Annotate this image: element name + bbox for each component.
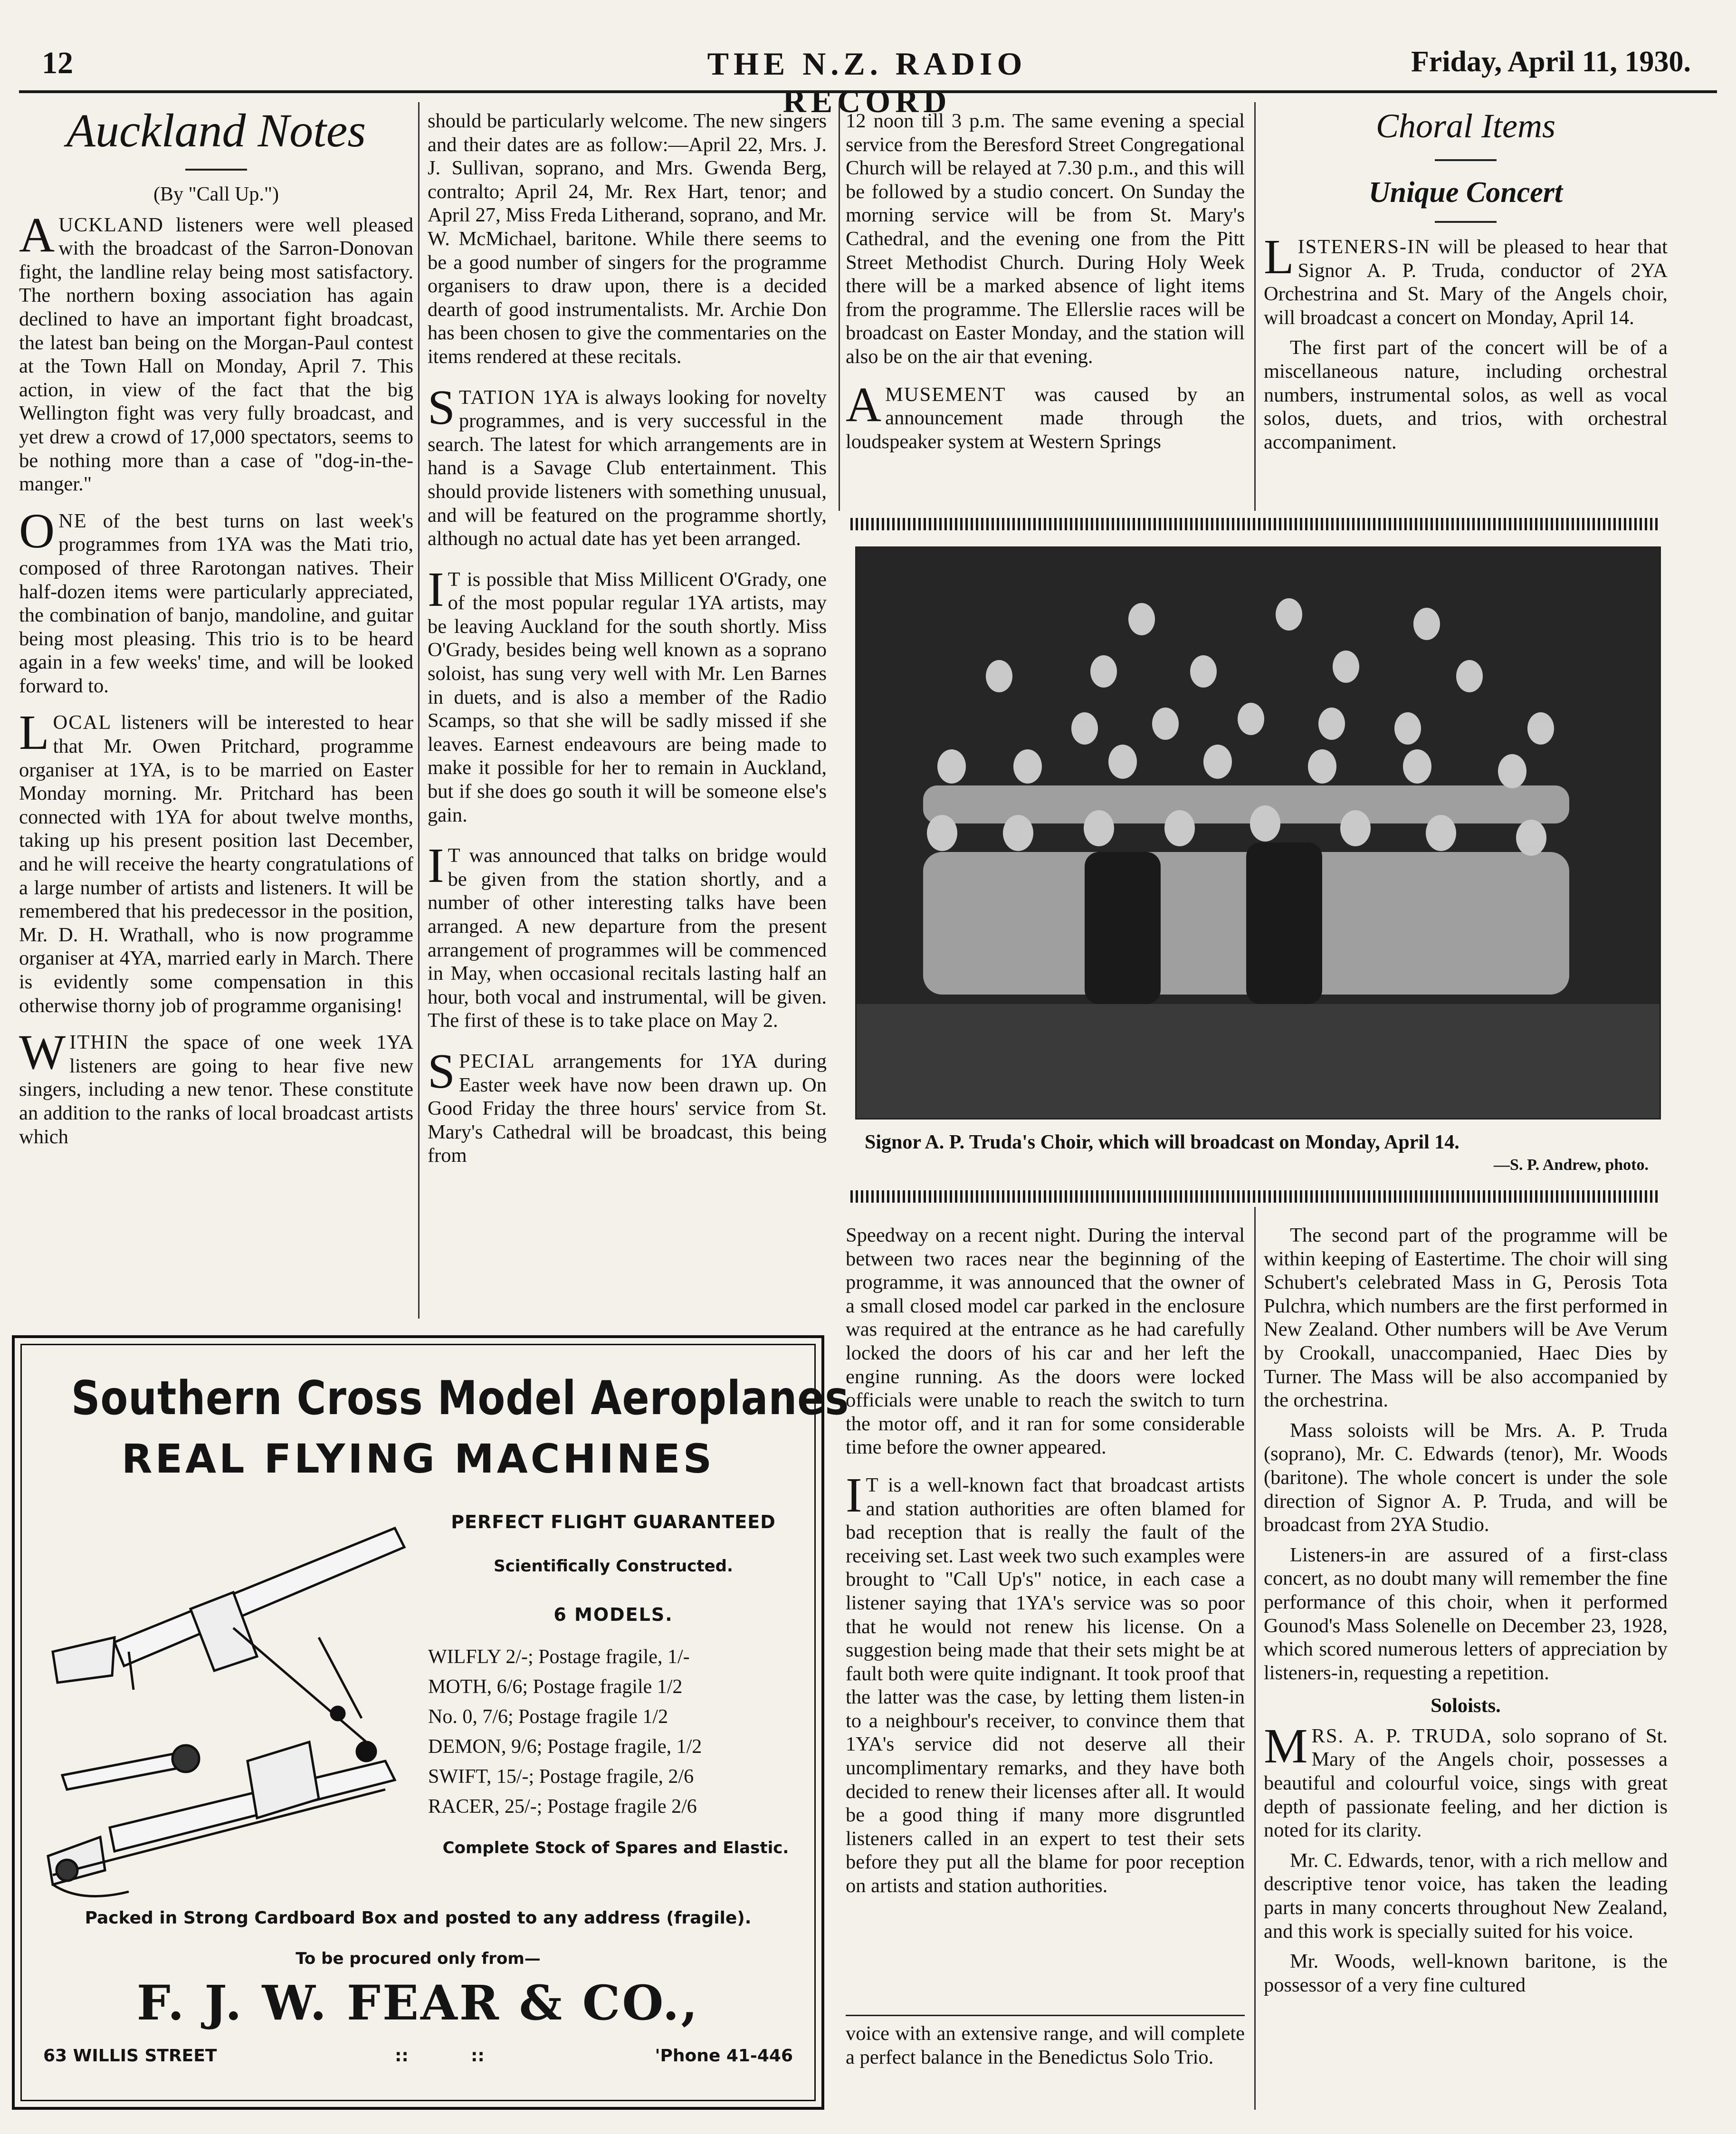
drop-cap: S: [428, 1043, 455, 1099]
issue-date: Friday, April 11, 1930.: [1411, 46, 1691, 78]
choral-para-7: Mr. C. Edwards, tenor, with a rich mellow and descriptive tenor voice, has taken the leading parts in many concerts throughout New Zealand, and this work is specially suited for his voice.: [1264, 1849, 1668, 1943]
ad-model-item: SWIFT, 15/-; Postage fragile, 2/6: [428, 1766, 694, 1788]
col2-para-5: SPECIAL arrangements for 1YA during Easter week have now been drawn up. On Good Friday the three hours' service from St. Mary's Cathedral will be broadcast, this being from: [428, 1043, 827, 1167]
choir-photo: [855, 546, 1661, 1120]
heading-rule: [185, 169, 247, 171]
aeroplane-illustration-2: [48, 1742, 395, 1896]
photo-credit: —S. P. Andrew, photo.: [1494, 1156, 1649, 1174]
auckland-para-1: AUCKLAND listeners were well pleased with the broadcast of the Sarron-Donovan fight, the landline relay being most satisfactory. The northern boxing association has again declined to have an important fight broadcast, the latest ban being on the Morgan-Paul contest at the Town Hall on Monday, April 7. This action, in view of the fact that the big Wellington fight was very fully broadcast, and yet drew a crowd of 17,000 spectators, seems to be nothing more than a case of "dog-in-the-manger.": [19, 207, 413, 496]
auckland-notes-column-3: [846, 109, 1245, 460]
choral-para-8: Mr. Woods, well-known baritone, is the possessor of a very fine cultured: [1264, 1950, 1668, 1996]
header-rule: [19, 90, 1717, 93]
ad-separator: ::: [395, 2046, 409, 2066]
col3-para-2: AMUSEMENT was caused by an announcement made through the loudspeaker system at Western Springs: [846, 377, 1245, 453]
ad-subtitle: REAL FLYING MACHINES: [121, 1435, 715, 1482]
dotted-border-top: [850, 518, 1658, 530]
column-rule: [418, 102, 420, 1319]
model-aeroplane-illustrations: [34, 1495, 423, 1908]
auckland-para-4: WITHIN the space of one week 1YA listeners are going to hear five new singers, including a new tenor. These constitute an addition to the ranks of local broadcast artists which: [19, 1025, 413, 1148]
column-rule: [1254, 1207, 1256, 2110]
choral-para-3: The second part of the programme will be within keeping of Eastertime. The choir will sing Schubert's celebrated Mass in G, Perosis Tota Pulchra, which numbers are the first performed in New Zealand. Other numbers will be Ave Verum by Crookall, unaccompanied, Haec Dies by Turner. The Mass will be also accompanied by the orchestrina.: [1264, 1224, 1668, 1412]
col3-para-3: Speedway on a recent night. During the interval between two races near the beginning of the programme, it was announced that the owner of a small closed model car parked in the enclosure was required at the entrance as he had carefully locked the doors of his car and her left the engine running. As the doors were locked officials were unable to reach the switch to turn the motor off, and it ran for some considerable time before the owner appeared.: [846, 1224, 1245, 1459]
choral-para-5: Listeners-in are assured of a first-class concert, as no doubt many will remember the fine performance of this choir, when it performed Gounod's Mass Solenelle on December 23, 1928, which scored numerous letters of appreciation by listeners-in, requesting a repetition.: [1264, 1543, 1668, 1684]
drop-cap: A: [846, 377, 882, 432]
caption-text: Signor A. P. Truda's Choir, which will broadcast on Monday, April 14.: [865, 1131, 1459, 1153]
choral-items-column-continued: [1264, 1224, 1668, 2003]
drop-cap: I: [428, 562, 444, 617]
page-number: 12: [42, 46, 73, 80]
col2-para-2: STATION 1YA is always looking for novelty programmes, and is very successful in the search. The latest for which arrangements are in hand is a Savage Club entertainment. This should provide listeners with something unusual, and will be featured on the programme shortly, although no actual date has yet been arranged.: [428, 380, 827, 550]
auckland-para-2: ONE of the best turns on last week's programmes from 1YA was the Mati trio, composed of three Rarotongan natives. Their half-dozen items were particularly appreciated, the combination of banjo, mandoline, and guitar being most pleasing. This trio is to be heard again in a few weeks' time, and will be looked forward to.: [19, 503, 413, 697]
auckland-notes-column-2: [428, 109, 827, 1174]
ad-guarantee: PERFECT FLIGHT GUARANTEED: [451, 1512, 776, 1532]
ad-models-list: [428, 1642, 803, 1822]
choral-para-4: Mass soloists will be Mrs. A. P. Truda (soprano), Mr. C. Edwards (tenor), Mr. Woods (baritone). The whole concert is under the sole direction of Signor A. P. Truda, and will be broadcast from 2YA Studio.: [1264, 1419, 1668, 1536]
col3-para-5: voice with an extensive range, and will complete a perfect balance in the Benedictus Solo Trio.: [846, 2022, 1245, 2068]
choral-continued: [846, 2022, 1245, 2076]
heading-rule: [1435, 221, 1497, 223]
ad-model-item: WILFLY 2/-; Postage fragile, 1/-: [428, 1646, 690, 1668]
heading-rule: [1435, 159, 1497, 161]
col3-para-1: 12 noon till 3 p.m. The same evening a special service from the Beresford Street Congregational Church will be relayed at 7.30 p.m., and this will be followed by a studio concert. On Sunday the morning service will be from St. Mary's Cathedral, and the evening one from the Pitt Street Methodist Church. During Holy Week there will be a marked absence of light items from the programme. The Ellerslie races will be broadcast on Easter Monday, and the station will also be on the air that evening.: [846, 110, 1245, 368]
byline: (By "Call Up."): [153, 183, 279, 205]
dotted-border-bottom: [850, 1190, 1658, 1203]
unique-concert-subheading: Unique Concert: [1368, 176, 1563, 209]
ad-title: Southern Cross Model Aeroplanes: [71, 1371, 849, 1426]
ad-models-heading: 6 MODELS.: [553, 1604, 673, 1625]
ad-stock: Complete Stock of Spares and Elastic.: [442, 1838, 789, 1857]
ad-model-item: MOTH, 6/6; Postage fragile 1/2: [428, 1676, 683, 1698]
ad-packed: Packed in Strong Cardboard Box and posted to any address (fragile).: [85, 1908, 752, 1928]
choral-items-column: [1264, 102, 1668, 460]
col3-para-4: I T is a well-known fact that broadcast artists and station authorities are often blamed for bad reception that is really the fault of the receiving set. Last week two such examples were brought to "Call Up's" notice, in each case a listener saying that 1YA's service was so poor that he would not renew his license. On a suggestion being made that their sets might be at fault both were quite indignant. It took proof that the latter was the case, by letting them listen-in to a neighbour's receiver, to convince them that 1YA's service did not deserve all their uncomplimentary remarks, and they have both decided to renew their licenses after all. It would be a good thing if many more disgruntled listeners called in an expert to test their sets before they put all the blame for poor reception on artists and station authorities.: [846, 1467, 1245, 1897]
ad-model-item: DEMON, 9/6; Postage fragile, 1/2: [428, 1736, 702, 1758]
aeroplane-illustration-1: [53, 1528, 404, 1761]
drop-cap: L: [1264, 230, 1294, 284]
photo-caption: [865, 1131, 1649, 1177]
col2-para-1: should be particularly welcome. The new singers and their dates are as follow:—April 22, Mrs. J. J. Sullivan, soprano, and Mrs. Gwenda Berg, contralto; April 24, Mr. Rex Hart, tenor; and April 27, Miss Freda Litherand, soprano, and Mr. W. McMichael, baritone. While there seems to be a good number of singers for the programme organisers to draw upon, there is a decided dearth of good instrumentalists. Mr. Archie Don has been chosen to give the commentaries on the items rendered at these recitals.: [428, 110, 827, 368]
col2-para-3: I T is possible that Miss Millicent O'Grady, one of the most popular regular 1YA artists, may be leaving Auckland for the south shortly. Miss O'Grady, besides being well known as a soprano soloist, has sung very well with Mr. Len Barnes in duets, and is also a member of the Radio Scamps, so that she will be sadly missed if she leaves. Earnest endeavours are being made to make it possible for her to remain in Auckland, but if she does go south it will be someone else's gain.: [428, 562, 827, 826]
auckland-para-3: LOCAL listeners will be interested to hear that Mr. Owen Pritchard, programme organiser at 1YA, is to be married on Easter Monday morning. Mr. Pritchard has been connected with 1YA for about twelve months, taking up his present position last December, and he will receive the hearty congratulations of a large number of artists and listeners. It will be remembered that his predecessor in the position, Mr. D. H. Wrathall, who is now programme organiser at 4YA, married early in March. There is evidently some compensation in this otherwise thorny job of programme organising!: [19, 705, 413, 1017]
ad-phone: 'Phone 41-446: [655, 2046, 793, 2066]
auckland-notes-column-3-continued: [846, 1224, 1245, 1904]
ad-model-item: RACER, 25/-; Postage fragile 2/6: [428, 1796, 697, 1818]
choral-items-heading: Choral Items: [1376, 107, 1555, 145]
drop-cap: A: [19, 207, 55, 262]
drop-cap: S: [428, 380, 455, 435]
choral-para-1: LISTENERS-IN will be pleased to hear that Signor A. P. Truda, conductor of 2YA Orchestrina and St. Mary of the Angels choir, will broadcast a concert on Monday, April 14.: [1264, 230, 1668, 329]
ad-constructed: Scientifically Constructed.: [494, 1557, 733, 1576]
publication-title: THE N.Z. RADIO RECORD: [707, 46, 1027, 119]
ad-procure: To be procured only from—: [296, 1949, 541, 1968]
auckland-notes-column: [19, 102, 413, 1155]
ad-company: F. J. W. FEAR & CO.,: [136, 1975, 700, 2031]
choral-para-6: MRS. A. P. TRUDA, solo soprano of St. Mary of the Angels choir, possesses a beautiful and colourful voice, sings with great depth of passionate feeling, and her diction is noted for its clarity.: [1264, 1718, 1668, 1842]
drop-cap: O: [19, 503, 55, 558]
ad-model-item: No. 0, 7/6; Postage fragile 1/2: [428, 1706, 668, 1728]
column-rule: [839, 102, 840, 511]
ad-address: 63 WILLIS STREET: [43, 2046, 217, 2066]
ad-separator: ::: [471, 2046, 485, 2066]
drop-cap: I: [428, 838, 444, 893]
col2-para-4: I T was announced that talks on bridge would be given from the station shortly, and a number of other interesting talks have been arranged. A new departure from the present arrangement of programmes will be commenced in May, when occasional recitals lasting half an hour, both vocal and instrumental, will be given. The first of these is to take place on May 2.: [428, 838, 827, 1032]
choir-photo-image: [857, 548, 1660, 1118]
aeroplanes-advertisement: [12, 1335, 849, 2110]
drop-cap: L: [19, 705, 49, 760]
choral-para-2: The first part of the concert will be of a miscellaneous nature, including orchestral numbers, instrumental solos, as well as vocal solos, duets, and trios, with orchestral accompaniment.: [1264, 336, 1668, 453]
drop-cap: W: [19, 1025, 66, 1080]
column-rule: [1254, 102, 1256, 511]
section-rule: [846, 2015, 1245, 2016]
drop-cap: I: [846, 1467, 862, 1522]
drop-cap: M: [1264, 1718, 1308, 1773]
auckland-notes-heading: Auckland Notes: [66, 104, 366, 157]
soloists-heading: Soloists.: [1431, 1694, 1501, 1717]
